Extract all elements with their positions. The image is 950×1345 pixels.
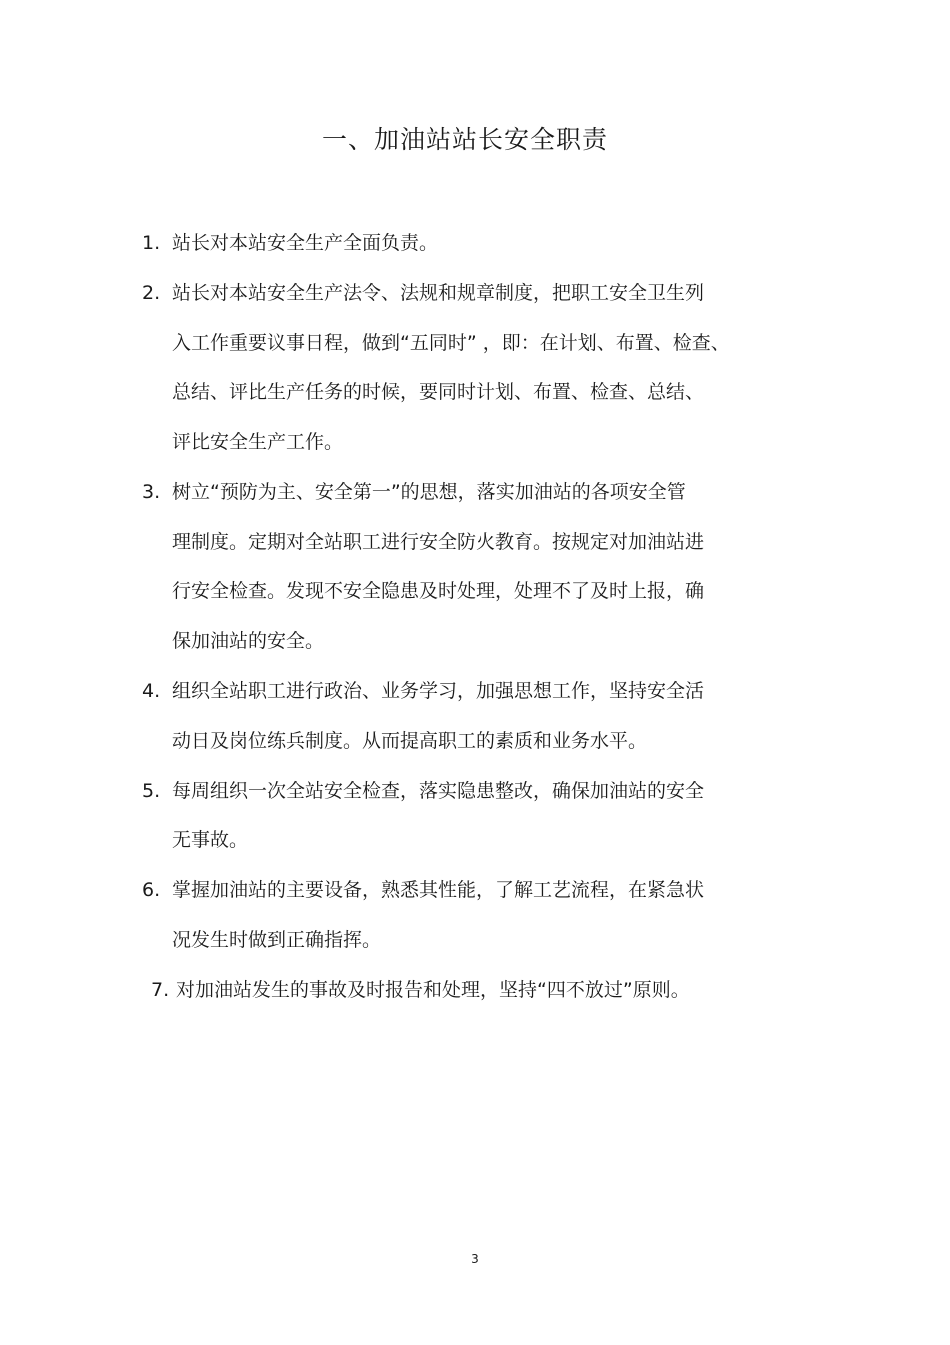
list-item-3-number: 3. [142, 481, 161, 503]
list-item-6-line-1 [142, 877, 705, 903]
list-item-1-text: 站长对本站安全生产全面负责。 [172, 232, 439, 254]
document-title: 一、加油站站长安全职责 [321, 125, 608, 154]
list-item-4-number: 4. [142, 680, 161, 702]
list-item-3-line-1 [142, 479, 686, 505]
list-item-6-text: 掌握加油站的主要设备，熟悉其性能，了解工艺流程，在紧急状 [172, 879, 705, 901]
list-item-6-number: 6. [142, 879, 161, 901]
list-item-3-text: 树立“预防为主、安全第一”的思想，落实加油站的各项安全管 [172, 481, 686, 503]
list-item-2-line-3: 总结、评比生产任务的时候，要同时计划、布置、检查、总结、 [172, 381, 705, 403]
list-item-3-line-4: 保加油站的安全。 [172, 630, 325, 652]
list-item-4-line-2: 动日及岗位练兵制度。从而提高职工的素质和业务水平。 [172, 730, 648, 752]
list-item-5-line-1 [142, 778, 705, 804]
list-item-1-line-1 [142, 230, 439, 256]
list-item-2-line-2: 入工作重要议事日程，做到“五同时” ，即：在计划、布置、检查、 [172, 332, 730, 354]
list-item-7-text: 对加油站发生的事故及时报告和处理，坚持“四不放过”原则。 [176, 979, 690, 1001]
list-item-5-number: 5. [142, 780, 161, 802]
list-item-5-line-2: 无事故。 [172, 829, 249, 851]
list-item-1-number: 1. [142, 232, 161, 254]
list-item-7-number: 7. [151, 979, 170, 1001]
page-number: 3 [471, 1252, 479, 1266]
list-item-3-line-2: 理制度。定期对全站职工进行安全防火教育。按规定对加油站进 [172, 531, 705, 553]
list-item-2-number: 2. [142, 282, 161, 304]
list-item-2-line-1 [142, 280, 705, 306]
list-item-4-line-1 [142, 678, 705, 704]
list-item-4-text: 组织全站职工进行政治、业务学习，加强思想工作，坚持安全活 [172, 680, 705, 702]
list-item-7-line-1 [151, 977, 690, 1003]
list-item-5-text: 每周组织一次全站安全检查，落实隐患整改，确保加油站的安全 [172, 780, 705, 802]
list-item-6-line-2: 况发生时做到正确指挥。 [172, 929, 382, 951]
list-item-3-line-3: 行安全检查。发现不安全隐患及时处理，处理不了及时上报，确 [172, 580, 705, 602]
list-item-2-line-4: 评比安全生产工作。 [172, 431, 344, 453]
list-item-2-text: 站长对本站安全生产法令、法规和规章制度，把职工安全卫生列 [172, 282, 705, 304]
